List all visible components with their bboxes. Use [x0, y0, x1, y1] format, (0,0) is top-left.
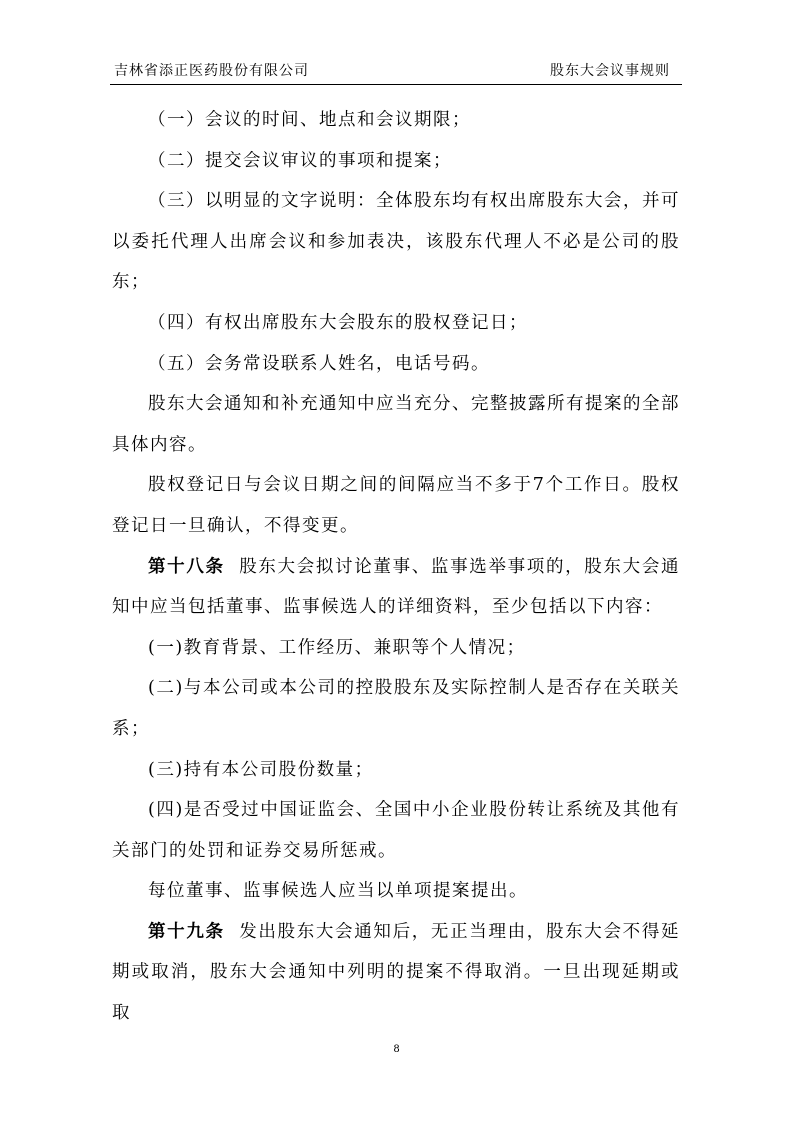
paragraph: （五）会务常设联系人姓名，电话号码。: [148, 353, 490, 374]
article-number: 第十九条: [148, 921, 225, 942]
paragraph: （三）以明显的文字说明：全体股东均有权出席股东大会，并可以委托代理人出席会议和参加表决，该股东代理人不必是公司的股东；: [112, 191, 680, 293]
page-header: [110, 56, 682, 85]
header-document-title: 股东大会议事规则: [550, 63, 670, 79]
paragraph: (二)与本公司或本公司的控股股东及实际控制人是否存在关联关系；: [112, 678, 680, 739]
page-number: 8: [393, 1044, 400, 1055]
paragraph: (一)教育背景、工作经历、兼职等个人情况；: [148, 637, 526, 658]
article-paragraph: 第十九条 发出股东大会通知后，无正当理由，股东大会不得延期或取消，股东大会通知中列明的提案不得取消。一旦出现延期或取: [112, 921, 681, 1024]
paragraph: (四)是否受过中国证监会、全国中小企业股份转让系统及其他有关部门的处罚和证券交易所惩戒。: [112, 800, 680, 861]
paragraph: （一）会议的时间、地点和会议期限；: [148, 110, 471, 130]
article-paragraph: 第十八条 股东大会拟讨论董事、监事选举事项的，股东大会通知中应当包括董事、监事候选人的详细资料，至少包括以下内容：: [112, 556, 681, 618]
paragraph: (三)持有本公司股份数量；: [148, 759, 374, 780]
paragraph: 每位董事、监事候选人应当以单项提案提出。: [148, 881, 528, 902]
paragraph: 股东大会通知和补充通知中应当充分、完整披露所有提案的全部具体内容。: [112, 394, 680, 455]
paragraph: 股权登记日与会议日期之间的间隔应当不多于7个工作日。股权登记日一旦确认，不得变更。: [112, 475, 680, 536]
paragraph: （四）有权出席股东大会股东的股权登记日；: [148, 312, 528, 333]
document-body: [112, 100, 680, 1034]
article-number: 第十八条: [148, 556, 225, 577]
header-company-name: 吉林省添正医药股份有限公司: [114, 63, 309, 79]
paragraph: （二）提交会议审议的事项和提案；: [148, 150, 452, 171]
